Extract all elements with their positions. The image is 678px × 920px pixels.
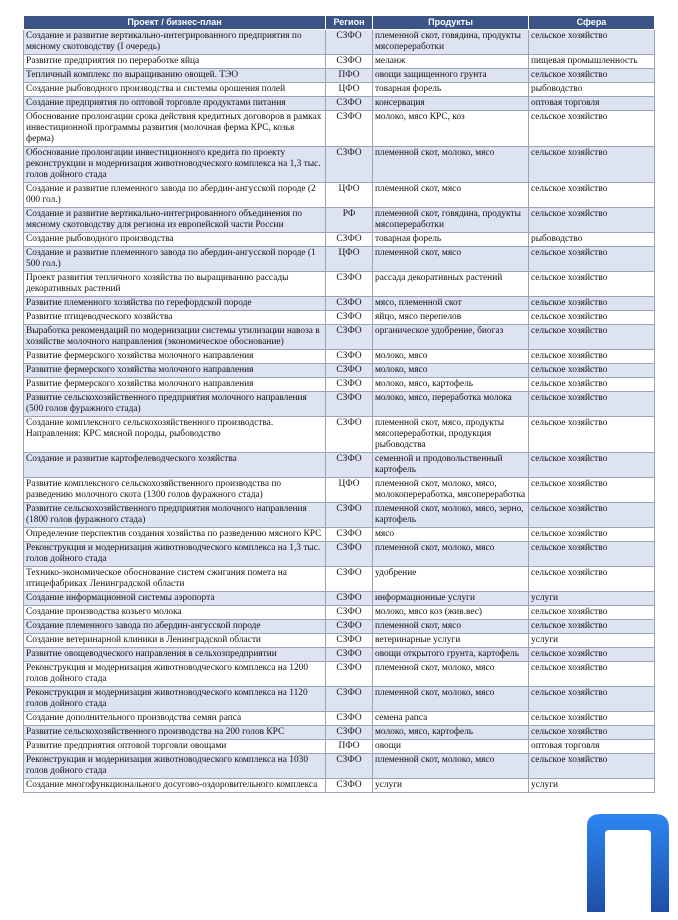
cell-project: Развитие фермерского хозяйства молочного направления	[24, 350, 326, 364]
cell-sphere: сельское хозяйство	[529, 208, 655, 233]
cell-sphere: сельское хозяйство	[529, 567, 655, 592]
cell-products: меланж	[373, 55, 529, 69]
table-row	[24, 272, 655, 297]
cell-products: молоко, мясо, картофель	[373, 726, 529, 740]
cell-products: молоко, мясо коз (жив.вес)	[373, 606, 529, 620]
cell-products: племенной скот, молоко, мясо	[373, 662, 529, 687]
cell-sphere: сельское хозяйство	[529, 606, 655, 620]
cell-sphere: сельское хозяйство	[529, 247, 655, 272]
cell-sphere: сельское хозяйство	[529, 620, 655, 634]
cell-region: СЗФО	[326, 620, 373, 634]
cell-region: СЗФО	[326, 147, 373, 183]
table-body	[24, 30, 655, 793]
table-row	[24, 712, 655, 726]
cell-products: племенной скот, молоко, мясо	[373, 687, 529, 712]
cell-project: Развитие комплексного сельскохозяйственного производства по разведению молочного скота (1300 голов фуражного стада)	[24, 478, 326, 503]
cell-products: мясо, племенной скот	[373, 297, 529, 311]
cell-products: молоко, мясо, переработка молока	[373, 392, 529, 417]
cell-region: ПФО	[326, 740, 373, 754]
cell-products: ветеринарные услуги	[373, 634, 529, 648]
cell-project: Выработка рекомендаций по модернизации системы утилизации навоза в хозяйстве молочного направления (экономическое обоснование)	[24, 325, 326, 350]
cell-products: мясо	[373, 528, 529, 542]
cell-sphere: сельское хозяйство	[529, 687, 655, 712]
cell-sphere: услуги	[529, 779, 655, 793]
cell-sphere: сельское хозяйство	[529, 726, 655, 740]
table-row	[24, 528, 655, 542]
cell-project: Создание и развитие картофелеводческого хозяйства	[24, 453, 326, 478]
cell-region: СЗФО	[326, 350, 373, 364]
table-row	[24, 417, 655, 453]
table-row	[24, 634, 655, 648]
cell-sphere: сельское хозяйство	[529, 378, 655, 392]
cell-region: СЗФО	[326, 687, 373, 712]
cell-products: рассада декоративных растений	[373, 272, 529, 297]
cell-sphere: сельское хозяйство	[529, 183, 655, 208]
table-row	[24, 147, 655, 183]
cell-region: СЗФО	[326, 111, 373, 147]
cell-sphere: пищевая промышленность	[529, 55, 655, 69]
cell-region: СЗФО	[326, 378, 373, 392]
cell-sphere: сельское хозяйство	[529, 417, 655, 453]
cell-region: СЗФО	[326, 567, 373, 592]
cell-project: Обоснование пролонгации срока действия кредитных договоров в рамках инвестиционной программы развития (молочная ферма КРС, козья ферма)	[24, 111, 326, 147]
cell-products: яйцо, мясо перепелов	[373, 311, 529, 325]
table-row	[24, 453, 655, 478]
cell-project: Реконструкция и модернизация животноводческого комплекса на 1120 голов дойного стада	[24, 687, 326, 712]
document-page	[23, 15, 654, 793]
cell-region: ЦФО	[326, 183, 373, 208]
cell-project: Создание рыбоводного производства	[24, 233, 326, 247]
cell-project: Развитие сельскохозяйственного предприятия молочного направления (1800 голов фуражного стада)	[24, 503, 326, 528]
cell-products: овощи открытого грунта, картофель	[373, 648, 529, 662]
table-row	[24, 567, 655, 592]
cell-products: семена рапса	[373, 712, 529, 726]
brand-logo-icon	[585, 812, 671, 912]
table-row	[24, 55, 655, 69]
cell-region: СЗФО	[326, 97, 373, 111]
cell-project: Создание и развитие племенного завода по абердин-ангусской породе (1 500 гол.)	[24, 247, 326, 272]
table-row	[24, 364, 655, 378]
cell-products: молоко, мясо, картофель	[373, 378, 529, 392]
cell-products: племенной скот, говядина, продукты мясопереработки	[373, 208, 529, 233]
cell-products: молоко, мясо	[373, 350, 529, 364]
cell-sphere: рыбоводство	[529, 233, 655, 247]
table-row	[24, 592, 655, 606]
cell-sphere: сельское хозяйство	[529, 503, 655, 528]
cell-products: племенной скот, молоко, мясо, молокопереработка, мясопереработка	[373, 478, 529, 503]
cell-region: ЦФО	[326, 478, 373, 503]
cell-products: молоко, мясо	[373, 364, 529, 378]
header-products: Продукты	[373, 16, 529, 30]
cell-sphere: сельское хозяйство	[529, 325, 655, 350]
table-row	[24, 325, 655, 350]
cell-sphere: сельское хозяйство	[529, 147, 655, 183]
cell-region: ЦФО	[326, 247, 373, 272]
cell-project: Тепличный комплекс по выращиванию овощей. ТЭО	[24, 69, 326, 83]
cell-project: Создание ветеринарной клиники в Ленинградской области	[24, 634, 326, 648]
cell-project: Развитие фермерского хозяйства молочного направления	[24, 378, 326, 392]
cell-sphere: сельское хозяйство	[529, 111, 655, 147]
cell-sphere: услуги	[529, 634, 655, 648]
cell-products: удобрение	[373, 567, 529, 592]
cell-sphere: оптовая торговля	[529, 740, 655, 754]
cell-products: товарная форель	[373, 233, 529, 247]
cell-region: СЗФО	[326, 528, 373, 542]
cell-project: Создание и развитие вертикально-интегрированного предприятия по мясному скотоводству (I очередь)	[24, 30, 326, 55]
cell-region: СЗФО	[326, 779, 373, 793]
cell-project: Создание производства козьего молока	[24, 606, 326, 620]
cell-products: овощи защищенного грунта	[373, 69, 529, 83]
cell-products: молоко, мясо КРС, коз	[373, 111, 529, 147]
cell-project: Создание информационной системы аэропорта	[24, 592, 326, 606]
cell-products: племенной скот, молоко, мясо	[373, 542, 529, 567]
cell-region: СЗФО	[326, 272, 373, 297]
cell-project: Развитие фермерского хозяйства молочного направления	[24, 364, 326, 378]
cell-sphere: сельское хозяйство	[529, 478, 655, 503]
cell-project: Определение перспектив создания хозяйства по разведению мясного КРС	[24, 528, 326, 542]
table-row	[24, 378, 655, 392]
cell-sphere: рыбоводство	[529, 83, 655, 97]
cell-region: СЗФО	[326, 542, 373, 567]
cell-project: Развитие сельскохозяйственного предприятия молочного направления (500 голов фуражного стада)	[24, 392, 326, 417]
cell-region: СЗФО	[326, 453, 373, 478]
cell-project: Реконструкция и модернизация животноводческого комплекса на 1200 голов дойного стада	[24, 662, 326, 687]
cell-products: племенной скот, молоко, мясо	[373, 754, 529, 779]
cell-project: Создание рыбоводного производства и системы орошения полей	[24, 83, 326, 97]
header-region: Регион	[326, 16, 373, 30]
cell-project: Реконструкция и модернизация животноводческого комплекса на 1,3 тыс. голов дойного стада	[24, 542, 326, 567]
cell-sphere: сельское хозяйство	[529, 542, 655, 567]
cell-project: Проект развития тепличного хозяйства по выращиванию рассады декоративных растений	[24, 272, 326, 297]
cell-project: Развитие сельскохозяйственного производства на 200 голов КРС	[24, 726, 326, 740]
table-header-row	[24, 16, 655, 30]
cell-region: СЗФО	[326, 754, 373, 779]
cell-sphere: сельское хозяйство	[529, 350, 655, 364]
cell-region: СЗФО	[326, 30, 373, 55]
cell-project: Создание многофункционального досугово-оздоровительного комплекса	[24, 779, 326, 793]
cell-project: Технико-экономическое обоснование систем сжигания помета на птицефабриках Ленинградской области	[24, 567, 326, 592]
cell-project: Развитие овощеводческого направления в сельхозпредприятии	[24, 648, 326, 662]
table-row	[24, 311, 655, 325]
cell-sphere: услуги	[529, 592, 655, 606]
cell-region: СЗФО	[326, 662, 373, 687]
cell-region: СЗФО	[326, 311, 373, 325]
cell-region: СЗФО	[326, 55, 373, 69]
cell-sphere: сельское хозяйство	[529, 364, 655, 378]
cell-region: СЗФО	[326, 606, 373, 620]
cell-sphere: сельское хозяйство	[529, 662, 655, 687]
cell-sphere: сельское хозяйство	[529, 392, 655, 417]
header-sphere: Сфера	[529, 16, 655, 30]
cell-region: СЗФО	[326, 417, 373, 453]
table-row	[24, 662, 655, 687]
cell-project: Развитие птицеводческого хозяйства	[24, 311, 326, 325]
cell-sphere: сельское хозяйство	[529, 712, 655, 726]
table-row	[24, 208, 655, 233]
table-row	[24, 503, 655, 528]
table-row	[24, 606, 655, 620]
cell-products: овощи	[373, 740, 529, 754]
cell-products: племенной скот, мясо, продукты мясопереработки, продукция рыбоводства	[373, 417, 529, 453]
cell-products: племенной скот, мясо	[373, 183, 529, 208]
table-row	[24, 83, 655, 97]
cell-region: СЗФО	[326, 392, 373, 417]
cell-sphere: сельское хозяйство	[529, 528, 655, 542]
table-row	[24, 97, 655, 111]
table-row	[24, 233, 655, 247]
cell-region: СЗФО	[326, 634, 373, 648]
cell-sphere: сельское хозяйство	[529, 69, 655, 83]
cell-project: Создание комплексного сельскохозяйственного производства. Направления: КРС мясной породы, рыбоводство	[24, 417, 326, 453]
cell-products: товарная форель	[373, 83, 529, 97]
cell-sphere: сельское хозяйство	[529, 30, 655, 55]
cell-project: Создание дополнительного производства семян рапса	[24, 712, 326, 726]
cell-sphere: сельское хозяйство	[529, 297, 655, 311]
cell-products: племенной скот, говядина, продукты мясопереработки	[373, 30, 529, 55]
table-row	[24, 392, 655, 417]
cell-project: Развитие предприятия по переработке яйца	[24, 55, 326, 69]
cell-products: племенной скот, молоко, мясо	[373, 147, 529, 183]
cell-project: Реконструкция и модернизация животноводческого комплекса на 1030 голов дойного стада	[24, 754, 326, 779]
cell-project: Обоснование пролонгации инвестиционного кредита по проекту реконструкции и модернизация животноводческого комплекса на 1,3 тыс. голов дойного стада	[24, 147, 326, 183]
cell-region: СЗФО	[326, 726, 373, 740]
table-row	[24, 740, 655, 754]
cell-products: консервация	[373, 97, 529, 111]
cell-project: Создание и развитие племенного завода по абердин-ангусской породе (2 000 гол.)	[24, 183, 326, 208]
cell-products: информационные услуги	[373, 592, 529, 606]
cell-project: Создание и развитие вертикально-интегрированного объединения по мясному скотоводству для региона из европейской части России	[24, 208, 326, 233]
table-row	[24, 69, 655, 83]
table-row	[24, 754, 655, 779]
cell-project: Развитие племенного хозяйства по герефордской породе	[24, 297, 326, 311]
cell-region: СЗФО	[326, 325, 373, 350]
table-row	[24, 687, 655, 712]
header-project: Проект / бизнес-план	[24, 16, 326, 30]
table-row	[24, 183, 655, 208]
table-row	[24, 111, 655, 147]
table-row	[24, 247, 655, 272]
cell-region: СЗФО	[326, 712, 373, 726]
cell-sphere: сельское хозяйство	[529, 648, 655, 662]
table-row	[24, 620, 655, 634]
cell-region: СЗФО	[326, 297, 373, 311]
cell-products: услуги	[373, 779, 529, 793]
cell-region: СЗФО	[326, 503, 373, 528]
table-row	[24, 726, 655, 740]
table-row	[24, 542, 655, 567]
cell-project: Развитие предприятия оптовой торговли овощами	[24, 740, 326, 754]
cell-region: ПФО	[326, 69, 373, 83]
table-row	[24, 478, 655, 503]
cell-region: РФ	[326, 208, 373, 233]
table-row	[24, 30, 655, 55]
cell-project: Создание предприятия по оптовой торговле продуктами питания	[24, 97, 326, 111]
cell-region: СЗФО	[326, 648, 373, 662]
cell-region: СЗФО	[326, 592, 373, 606]
projects-table	[23, 15, 655, 793]
cell-products: органическое удобрение, биогаз	[373, 325, 529, 350]
cell-sphere: сельское хозяйство	[529, 272, 655, 297]
cell-products: племенной скот, молоко, мясо, зерно, картофель	[373, 503, 529, 528]
table-row	[24, 297, 655, 311]
cell-sphere: сельское хозяйство	[529, 453, 655, 478]
cell-sphere: оптовая торговля	[529, 97, 655, 111]
cell-products: семенной и продовольственный картофель	[373, 453, 529, 478]
table-row	[24, 350, 655, 364]
cell-region: ЦФО	[326, 83, 373, 97]
cell-sphere: сельское хозяйство	[529, 754, 655, 779]
table-row	[24, 779, 655, 793]
cell-products: племенной скот, мясо	[373, 620, 529, 634]
cell-project: Создание племенного завода по абердин-ангусской породе	[24, 620, 326, 634]
cell-region: СЗФО	[326, 364, 373, 378]
table-row	[24, 648, 655, 662]
cell-sphere: сельское хозяйство	[529, 311, 655, 325]
cell-region: СЗФО	[326, 233, 373, 247]
cell-products: племенной скот, мясо	[373, 247, 529, 272]
